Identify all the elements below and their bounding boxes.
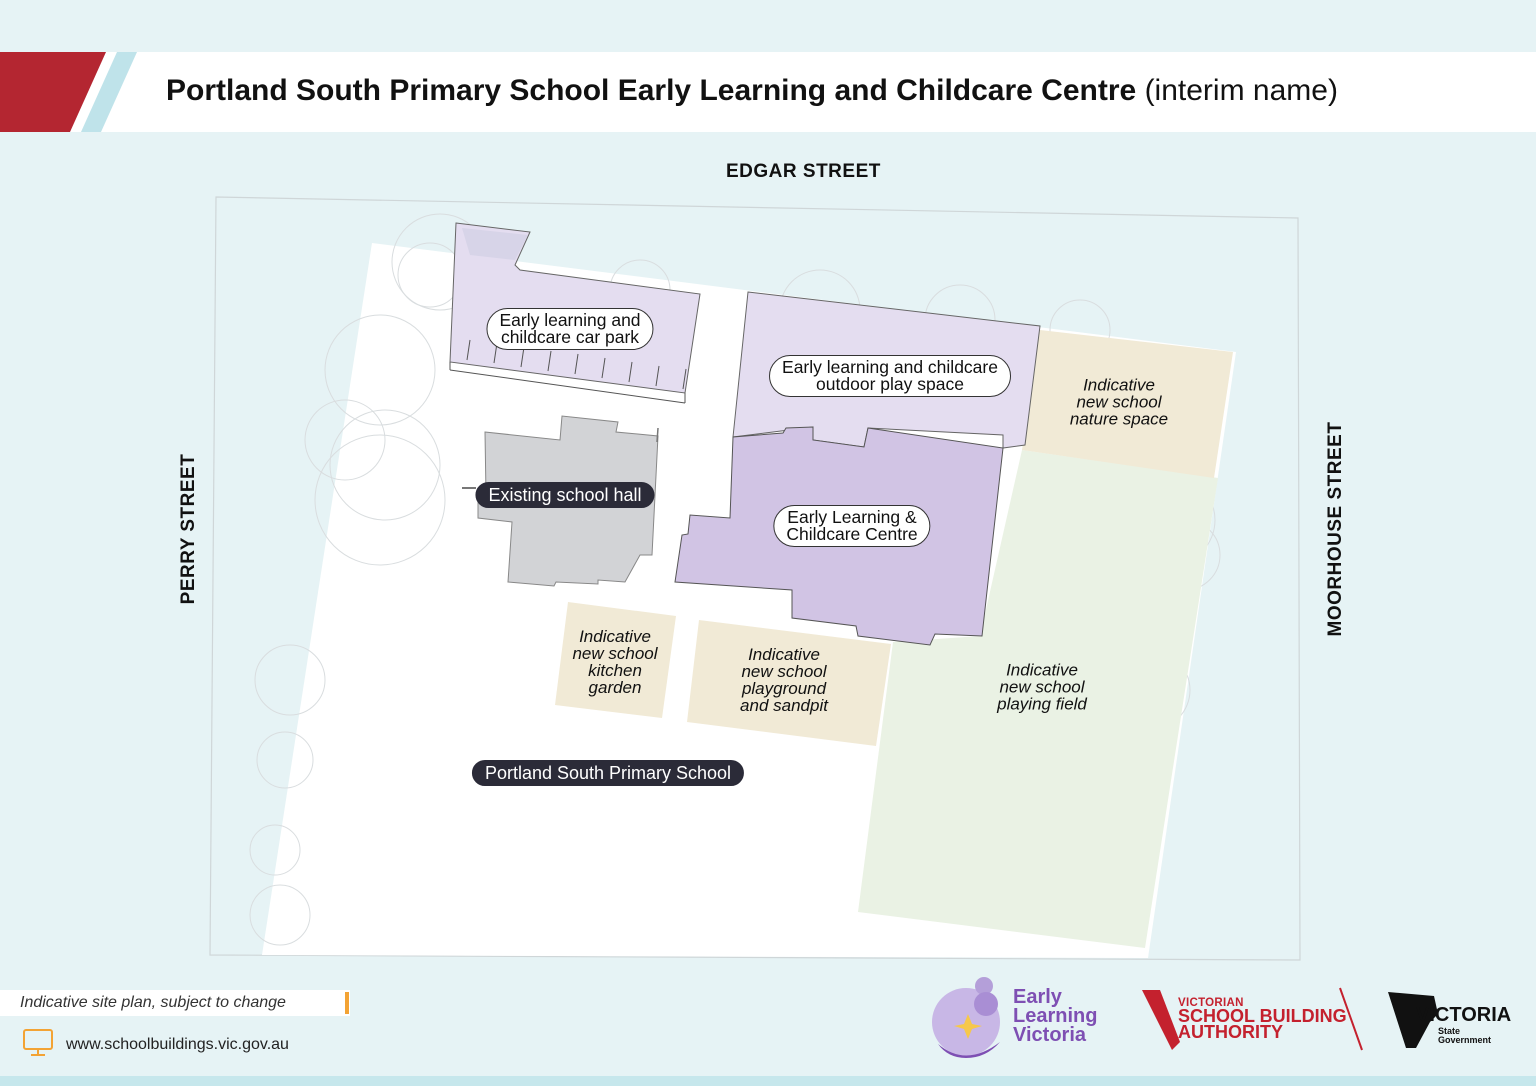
street-label-moorhouse: MOORHOUSE STREET [1325,421,1346,637]
bottom-strip [0,1076,1536,1086]
playground-label-line: playground [741,679,827,698]
childcare-centre-label [773,505,930,547]
victoria-subtitle-line: State [1438,1026,1461,1036]
playing-field-label [997,662,1087,713]
playing-field-label-line: Indicative [1006,660,1078,680]
vsba-logo [1140,986,1365,1056]
vsba-prefix: VICTORIAN [1178,997,1244,1009]
playground-label-line: and sandpit [740,696,828,715]
playing-field-label-line: new school [999,677,1085,697]
victoria-wordmark: VICTORIA [1416,1004,1512,1026]
kitchen-garden-label-line: new school [572,644,658,663]
victoria-government-logo [1386,990,1512,1054]
childcare-centre-label-line: Early Learning & [787,507,917,527]
monitor-icon [22,1028,56,1058]
nature-space-label-line: new school [1076,392,1162,412]
victoria-subtitle [1438,1027,1491,1045]
kitchen-garden-label-line: Indicative [579,627,651,646]
kitchen-garden-label-line: kitchen [588,661,642,680]
disclaimer-accent-bar [345,992,349,1014]
nature-space-label-line: nature space [1069,409,1169,429]
car-park-label-line: childcare car park [500,327,640,347]
elv-wordmark-line: Early [1013,986,1062,1008]
street-label-edgar: EDGAR STREET [726,161,881,182]
nature-space-label-line: Indicative [1083,375,1155,395]
page-title: Portland South Primary School Early Learning and Childcare Centre (interim name) [166,74,1338,107]
kitchen-garden-label [572,628,657,696]
school-hall-label: Existing school hall [475,482,654,508]
elv-wordmark-line: Victoria [1013,1024,1086,1046]
early-learning-victoria-logo [928,972,1128,1062]
outdoor-play-label-line: Early learning and childcare [782,357,998,377]
vsba-wordmark-line: AUTHORITY [1178,1022,1283,1042]
playing-field-label-line: playing field [997,694,1087,714]
koala-icon [928,972,1012,1062]
childcare-centre-label-line: Childcare Centre [786,524,918,544]
vsba-wordmark-line: SCHOOL BUILDING [1178,1006,1347,1026]
victoria-subtitle-line: Government [1438,1035,1492,1045]
playground-label-line: Indicative [748,645,820,664]
vsba-wordmark [1178,1008,1347,1040]
school-label: Portland South Primary School [472,760,744,786]
nature-space-label [1070,377,1168,428]
street-label-perry: PERRY STREET [178,453,199,605]
car-park-label-line: Early learning and [499,310,641,330]
car-park-label [486,308,653,350]
website-link[interactable]: www.schoolbuildings.vic.gov.au [66,1036,289,1053]
outdoor-play-label [769,355,1011,397]
outdoor-play-label-line: outdoor play space [816,374,964,394]
elv-wordmark-line: Learning [1013,1005,1098,1027]
disclaimer-box [0,990,350,1016]
kitchen-garden-label-line: garden [588,678,642,697]
disclaimer-text: Indicative site plan, subject to change [20,994,286,1011]
title-suffix: (interim name) [1144,74,1338,107]
playground-label [740,646,828,714]
elv-wordmark [1013,988,1097,1045]
playground-label-line: new school [741,662,827,681]
